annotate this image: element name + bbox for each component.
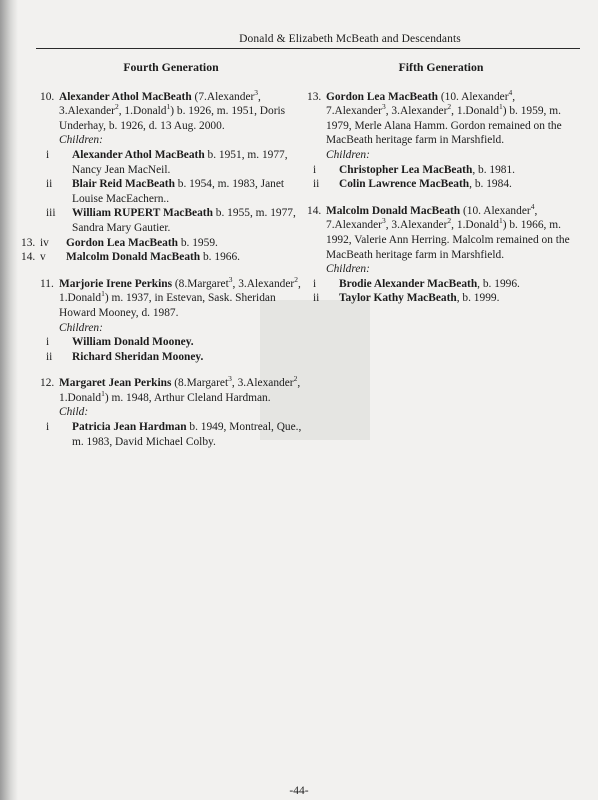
child-row (307, 277, 575, 292)
child-row (40, 206, 302, 235)
generation-sup: 3 (254, 87, 259, 97)
child-row (307, 291, 575, 306)
entry-text (40, 376, 302, 405)
child-details: b. 1966. (200, 251, 241, 264)
family-entry (21, 87, 302, 265)
person-name: Gordon Lea MacBeath (326, 90, 438, 103)
entry-details: ) b. 1966, m. 1992, Valerie Ann Herring. Malcolm remained on the MacBeath heritage farm in Marshfield. (326, 219, 570, 261)
child-row (307, 177, 575, 192)
child-numeral: ii (46, 178, 53, 191)
generation-sup: 2 (294, 274, 298, 284)
child-numeral: iv (40, 236, 49, 249)
child-numeral: ii (313, 292, 320, 305)
child-name: William Donald Mooney. (72, 336, 194, 349)
entry-number: 12. (40, 377, 55, 390)
entry-details: ) b. 1959, m. 1979, Merle Alana Hamm. Gordon remained on the MacBeath heritage farm in Marshfield. (326, 105, 562, 147)
child-name: Malcolm Donald MacBeath (66, 251, 201, 264)
lineage-text: , 7.Alexander (326, 90, 516, 118)
generation-sup: 3 (381, 102, 386, 112)
child-row (307, 163, 575, 178)
lineage-text: , 1.Donald (451, 105, 499, 118)
child-text (72, 177, 302, 206)
child-text (72, 350, 302, 365)
child-text (66, 250, 302, 265)
generation-sup: 3 (381, 216, 386, 226)
generation-sup: 1 (101, 389, 105, 399)
entry-details: ) m. 1948, Arthur Cleland Hardman. (104, 391, 271, 404)
child-name: Richard Sheridan Mooney. (72, 350, 204, 363)
lineage-text: (8.Margaret (172, 277, 229, 290)
lineage-text: , 1.Donald (451, 219, 499, 232)
entry-text (40, 274, 302, 321)
child-text (339, 277, 575, 292)
child-text (339, 177, 575, 192)
generation-sup: 2 (447, 216, 452, 226)
lineage-text: (7.Alexander (191, 90, 255, 103)
person-name: Alexander Athol MacBeath (59, 90, 192, 103)
child-row (40, 420, 302, 449)
child-entry-number: 14. (21, 251, 36, 264)
child-name: Alexander Athol MacBeath (72, 148, 205, 161)
lineage-text: (8.Margaret (171, 377, 229, 390)
lineage-text: , 3.Alexander (59, 90, 261, 118)
children-label: Children: (59, 321, 103, 334)
child-marker (21, 250, 66, 265)
children-label: Children: (326, 148, 370, 161)
child-row (21, 250, 302, 265)
child-text (72, 420, 302, 449)
child-details: b. 1949, Montreal, Que., m. 1983, David Michael Colby. (72, 421, 302, 448)
person-name: Margaret Jean Perkins (59, 377, 172, 390)
lineage-text: , 3.Alexander (385, 219, 448, 232)
lineage-text: (10. Alexander (460, 204, 531, 217)
family-entry (307, 201, 575, 306)
entry-details: ) b. 1926, m. 1951, Doris Underhay, b. 1926, d. 13 Aug. 2000. (59, 105, 286, 132)
child-text (339, 291, 575, 306)
page-number: -44- (289, 785, 309, 797)
child-details: b. 1954, m. 1983, Janet Louise MacEachern.. (72, 178, 285, 205)
lineage-text: (10. Alexander (438, 90, 509, 103)
generation-sup: 1 (498, 216, 503, 226)
child-name: Blair Reid MacBeath (72, 178, 175, 191)
family-entry (40, 274, 302, 365)
child-numeral: iii (46, 207, 56, 220)
entry-details: ) m. 1937, in Estevan, Sask. Sheridan Howard Mooney, d. 1987. (59, 292, 276, 319)
child-details: b. 1951, m. 1977, Nancy Jean MacNeil. (72, 148, 288, 176)
child-name: Christopher Lea MacBeath (339, 163, 473, 176)
page-edge-shadow (0, 0, 18, 800)
children-label: Child: (59, 406, 89, 419)
child-numeral: i (46, 421, 50, 434)
child-numeral: v (40, 251, 46, 264)
lineage-text: , 1.Donald (59, 377, 301, 404)
child-numeral: ii (313, 178, 320, 191)
generation-sup: 1 (166, 102, 171, 112)
entry-text (307, 87, 575, 148)
child-name: Taylor Kathy MacBeath (339, 292, 457, 305)
child-name: Brodie Alexander MacBeath (339, 277, 478, 290)
lineage-text: , 1.Donald (118, 105, 167, 118)
generation-sup: 2 (447, 102, 452, 112)
child-name: Gordon Lea MacBeath (66, 236, 178, 249)
child-numeral: ii (46, 350, 53, 363)
child-name: Colin Lawrence MacBeath (339, 178, 470, 191)
child-details: , b. 1984. (469, 178, 512, 191)
generation-heading: Fourth Generation (123, 60, 219, 74)
child-details: b. 1959. (178, 236, 218, 249)
entry-text (307, 201, 575, 262)
child-marker (21, 236, 66, 251)
child-name: Patricia Jean Hardman (72, 421, 187, 434)
lineage-text: , 3.Alexander (232, 277, 295, 290)
child-row (40, 350, 302, 365)
child-details: , b. 1996. (477, 277, 520, 290)
entry-number: 14. (307, 204, 322, 217)
entry-number: 11. (40, 277, 54, 290)
generation-heading: Fifth Generation (398, 60, 484, 74)
header-title: Donald & Elizabeth McBeath and Descendants (239, 33, 461, 45)
fourth-generation-column (21, 56, 302, 461)
entry-number: 13. (307, 90, 322, 103)
child-text (339, 163, 575, 178)
lineage-text: , 3.Alexander (385, 105, 448, 118)
lineage-text: , 1.Donald (59, 277, 301, 305)
child-text (72, 206, 302, 235)
generation-sup: 1 (498, 102, 503, 112)
child-row (21, 236, 302, 251)
child-numeral: i (313, 163, 317, 176)
child-details: , b. 1981. (472, 163, 516, 176)
child-text (72, 148, 302, 177)
lineage-text: , 3.Alexander (231, 377, 294, 390)
generation-sup: 3 (228, 374, 232, 384)
child-details: , b. 1999. (456, 292, 500, 305)
generation-sup: 4 (508, 87, 513, 97)
family-entry (307, 87, 575, 192)
child-text (66, 236, 302, 251)
children-label: Children: (59, 134, 103, 147)
person-name: Malcolm Donald MacBeath (326, 204, 461, 217)
child-row (40, 148, 302, 177)
family-entry (40, 376, 302, 449)
child-name: William RUPERT MacBeath (72, 207, 213, 220)
children-label: Children: (326, 263, 370, 276)
child-numeral: i (46, 336, 50, 349)
child-text (72, 335, 302, 350)
generation-sup: 3 (228, 274, 233, 284)
lineage-text: , 7.Alexander (326, 204, 538, 232)
fifth-generation-column (307, 56, 575, 318)
generation-sup: 2 (293, 374, 298, 384)
child-entry-number: 13. (21, 236, 36, 249)
child-row (40, 177, 302, 206)
header-rule (36, 48, 580, 49)
generation-sup: 4 (530, 201, 535, 211)
generation-sup: 1 (101, 289, 105, 299)
person-name: Marjorie Irene Perkins (59, 277, 173, 290)
child-details: b. 1955, m. 1977, Sandra Mary Gautier. (72, 207, 296, 234)
child-numeral: i (46, 148, 50, 161)
generation-sup: 2 (114, 102, 119, 112)
child-numeral: i (313, 277, 317, 290)
entry-text (40, 87, 302, 134)
entry-number: 10. (40, 90, 55, 103)
child-row (40, 335, 302, 350)
